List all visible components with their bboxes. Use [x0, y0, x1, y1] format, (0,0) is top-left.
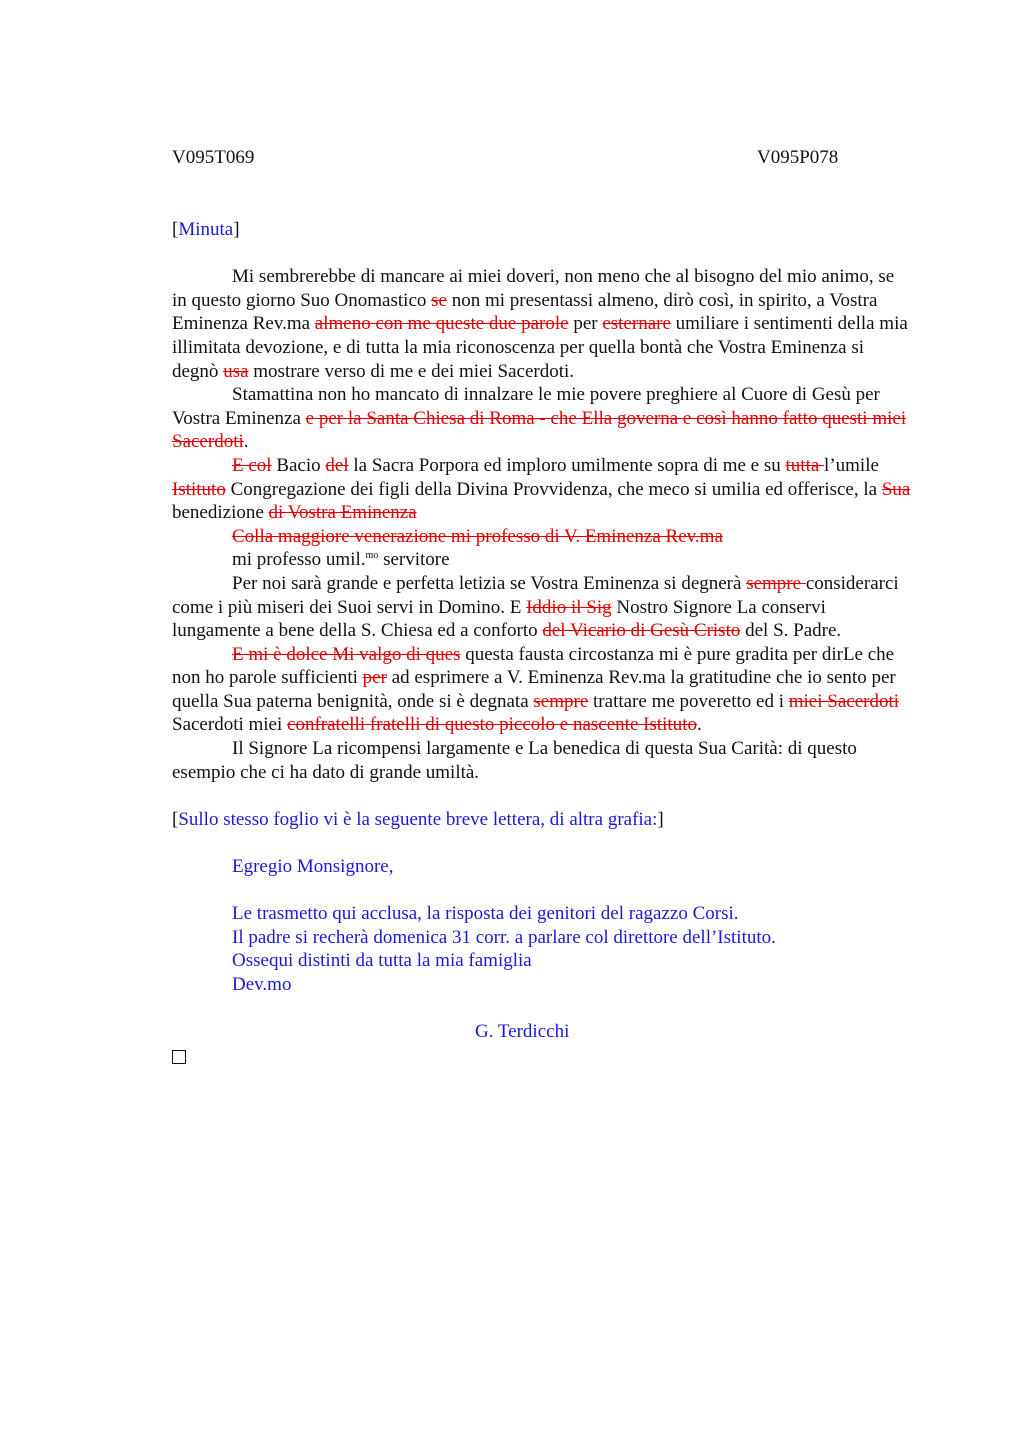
deleted-text: almeno con me queste due parole [314, 313, 569, 335]
letter-signature: G. Terdicchi [475, 1021, 570, 1043]
editorial-note-text: Sullo stesso foglio vi è la seguente breve lettera, di altra grafia: [178, 808, 658, 830]
letter-line-3: Ossequi distinti da tutta la mia famiglia [232, 950, 532, 972]
deleted-text: tutta [785, 454, 825, 476]
letter-closing: Dev.mo [232, 974, 292, 995]
editorial-note: [Sullo stesso foglio vi è la seguente breve lettera, di altra grafia:] [172, 808, 664, 830]
document-body [172, 218, 912, 1070]
paragraph-5: mi professo umil.$^{mo}$ servitore [232, 549, 450, 571]
deleted-text: e per la Santa Chiesa di Roma - che Ella governa e così hanno fatto questi miei Sacerdoti [172, 407, 907, 453]
deleted-text: Colla maggiore venerazione mi professo di V. Eminenza Rev.ma [232, 525, 723, 547]
deleted-text: sempre [746, 572, 806, 594]
deleted-text: di Vostra Eminenza [268, 502, 417, 524]
deleted-text: se [431, 289, 447, 311]
paragraph-6: Per noi sarà grande e perfetta letizia se Vostra Eminenza si degnerà sempre considerarci come i più miseri dei Suoi servi in Domino. E Iddio il Sig Nostro Signore La conservi lungamente a bene della S. Chiesa ed a conforto del Vicario di Gesù Cristo del S. Padre. [172, 572, 899, 642]
paragraph-8: Il Signore La ricompensi largamente e La benedica di questa Sua Carità: di questo esempio che ci ha dato di grande umiltà. [172, 738, 857, 783]
square-box-icon [172, 1050, 186, 1064]
paragraph-7: E mi è dolce Mi valgo di ques questa fausta circostanza mi è pure gradita per dirLe che non ho parole sufficienti per ad esprimere a V. Eminenza Rev.ma la gratitudine che io sento per quella Sua paterna benignità, onde si è degnata sempre trattare me poveretto ed i miei Sacerdoti Sacerdoti miei confratelli fratelli di questo piccolo e nascente Istituto. [172, 643, 900, 736]
deleted-text: E col [232, 454, 272, 476]
minuta-text: Minuta [178, 219, 234, 240]
deleted-text: Iddio il Sig [526, 596, 612, 618]
minuta-label: [Minuta] [172, 219, 240, 240]
paragraph-1: Mi sembrerebbe di mancare ai miei doveri, non meno che al bisogno del mio animo, se in questo giorno Suo Onomastico se non mi presentassi almeno, dirò così, in spirito, a Vostra Eminenza Rev.ma almeno con me queste due parole per esternare umiliare i sentimenti della mia illimitata devozione, e di tutta la mia riconoscenza per quella bontà che Vostra Eminenza si degnò usa mostrare verso di me e dei miei Sacerdoti. [172, 266, 908, 382]
deleted-text: del Vicario di Gesù Cristo [542, 620, 741, 642]
document-code-right: V095P078 [757, 147, 839, 168]
deleted-text: Istituto [172, 478, 226, 500]
paragraph-2: Stamattina non ho mancato di innalzare le mie povere preghiere al Cuore di Gesù per Vostra Eminenza e per la Santa Chiesa di Roma - che Ella governa e così hanno fatto questi miei Sacerdoti. [172, 384, 907, 453]
deleted-text: esternare [602, 313, 671, 335]
letter-salutation: Egregio Monsignore, [232, 856, 394, 878]
deleted-text: E mi è dolce Mi valgo di ques [232, 643, 461, 665]
deleted-text: miei Sacerdoti [788, 690, 900, 712]
paragraph-3: E col Bacio del la Sacra Porpora ed imploro umilmente sopra di me e su tutta l’umile Istituto Congregazione dei figli della Divina Provvidenza, che meco si umilia ed offerisce, la Sua benedizione di Vostra Eminenza [172, 454, 911, 524]
deleted-text: Sua [881, 478, 911, 500]
document-code-left: V095T069 [172, 147, 255, 168]
deleted-text: confratelli fratelli di questo piccolo e nascente Istituto [287, 714, 697, 736]
deleted-text: usa [223, 360, 249, 382]
letter-line-1: Le trasmetto qui acclusa, la risposta dei genitori del ragazzo Corsi. [232, 903, 739, 925]
deleted-text: per [362, 667, 387, 689]
letter-line-2: Il padre si recherà domenica 31 corr. a parlare col direttore dell’Istituto. [232, 926, 776, 948]
paragraph-4-deleted [172, 525, 912, 549]
deleted-text: sempre [533, 690, 589, 712]
deleted-text: del [325, 454, 349, 476]
end-marker [172, 1044, 912, 1071]
superscript: mo [365, 550, 379, 562]
